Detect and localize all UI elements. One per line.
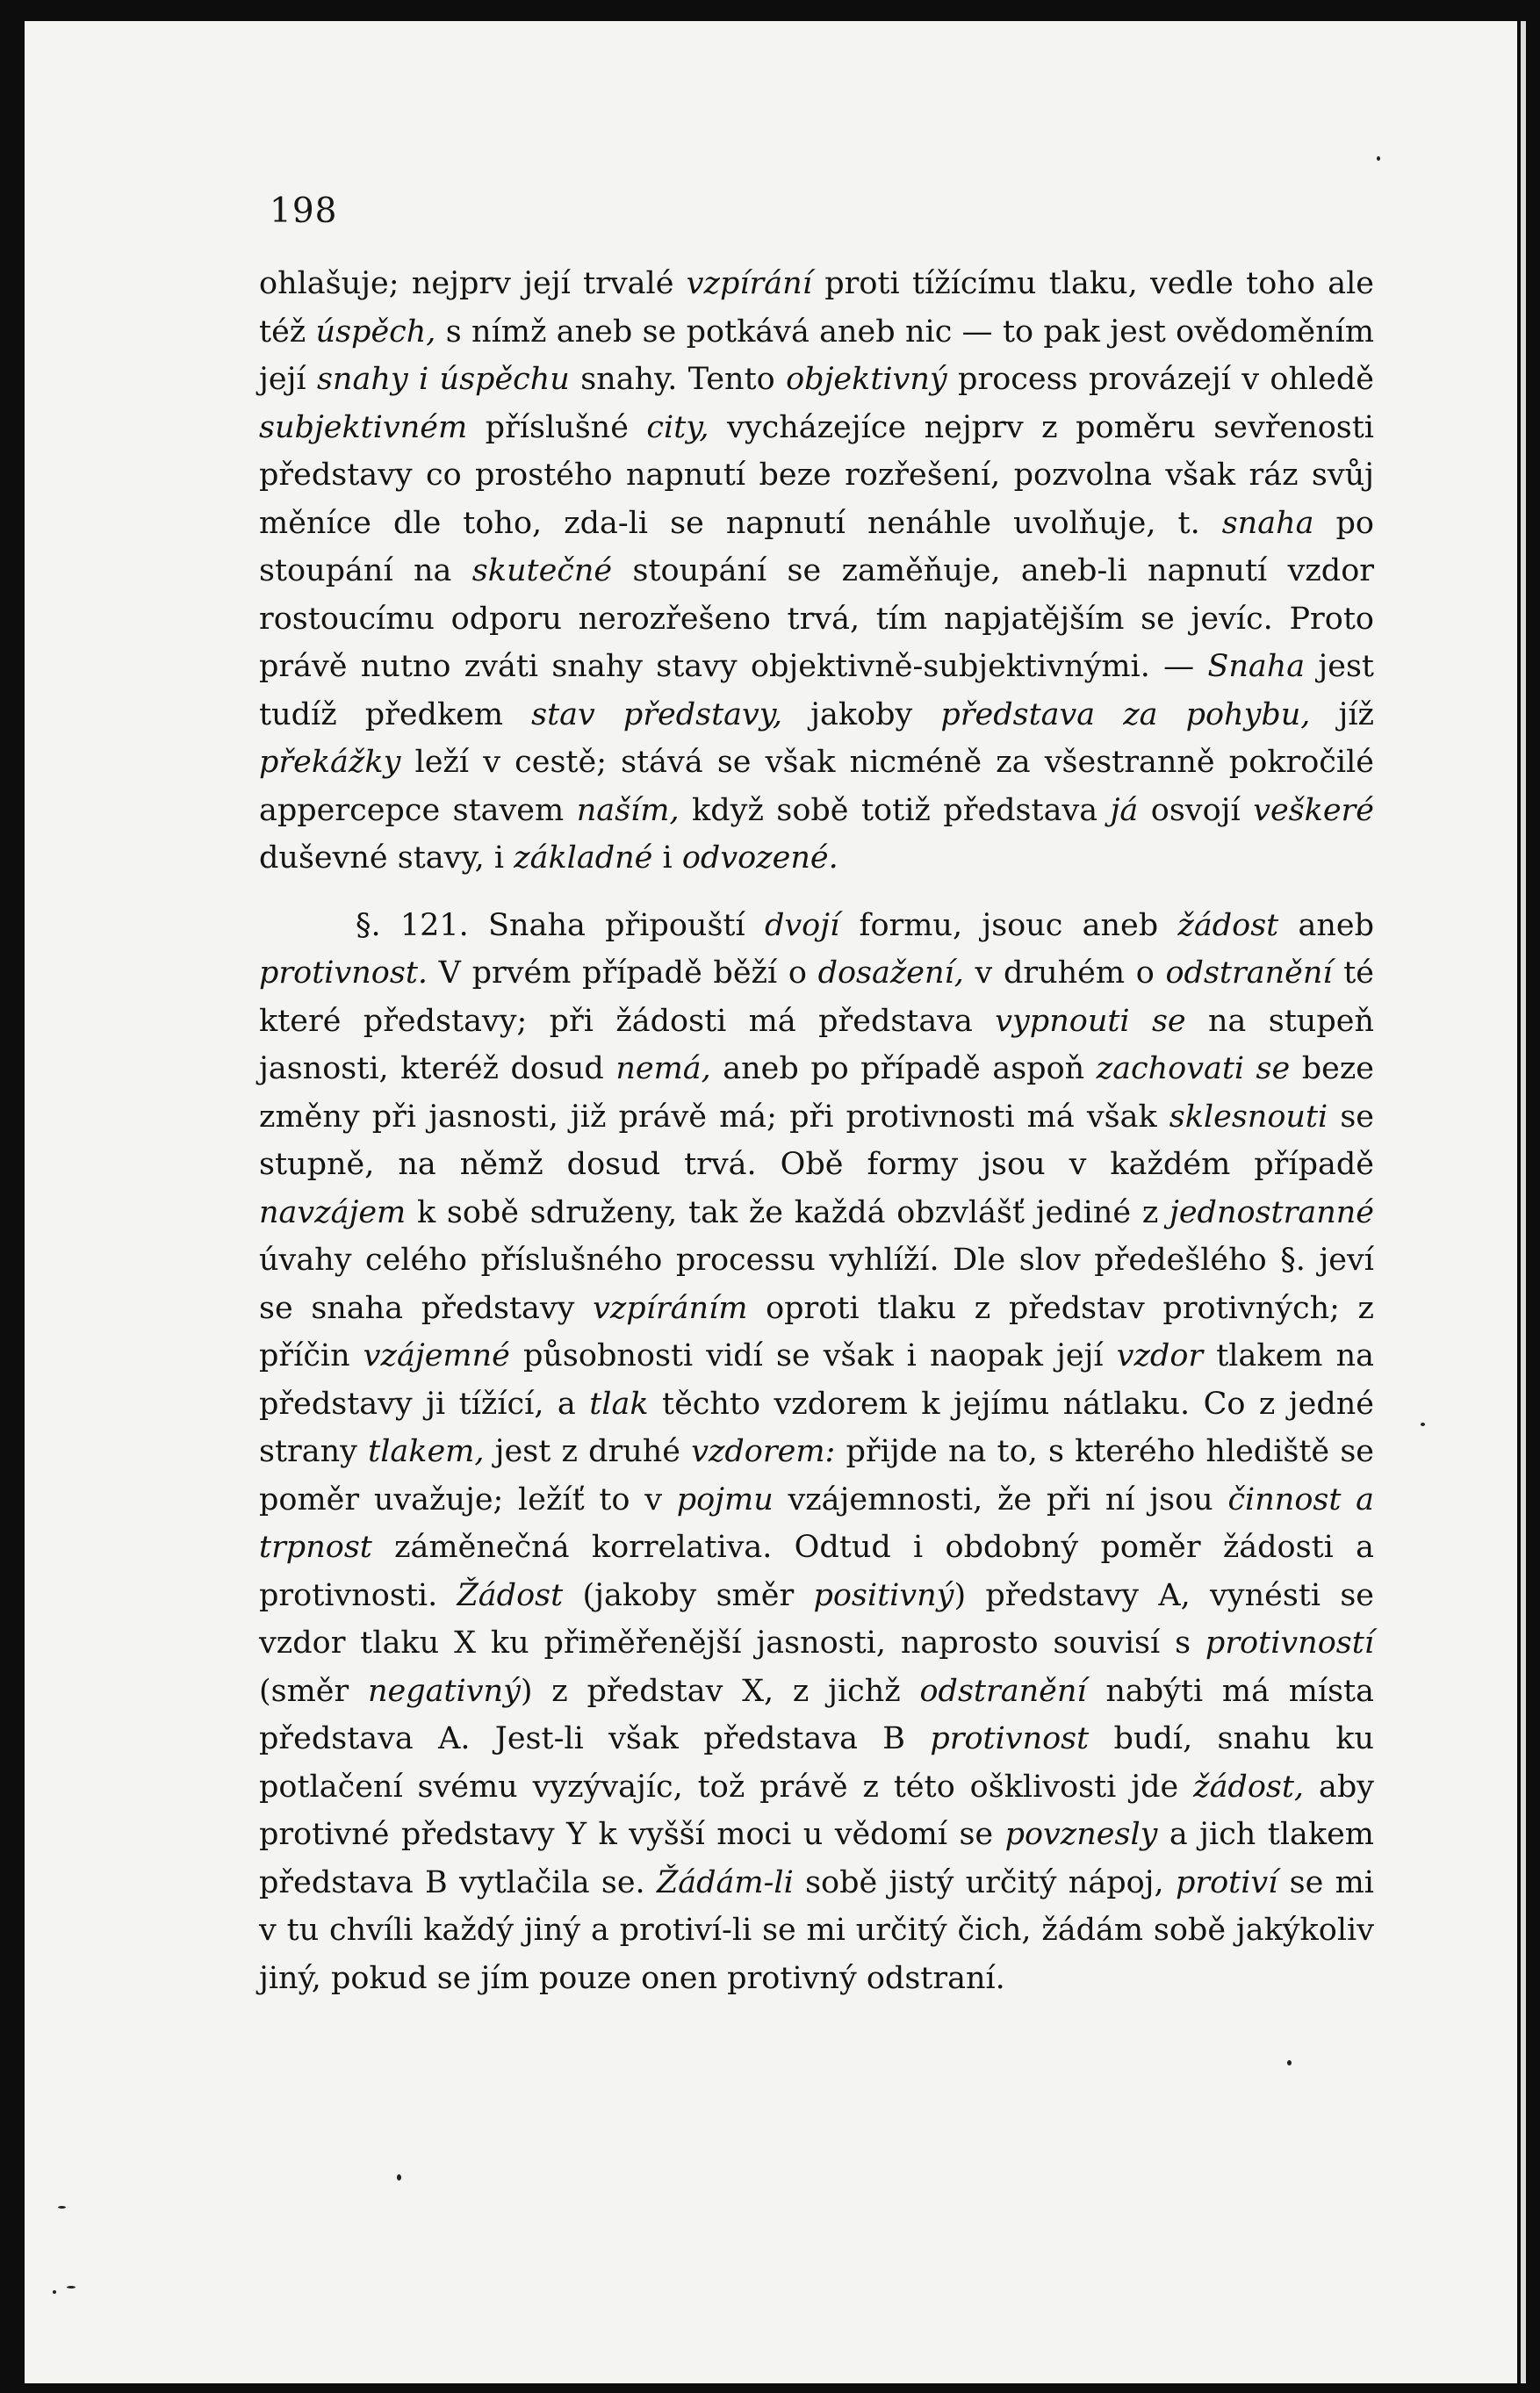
text-run: budí, snahu ku potlačení svému vyzývajíc, tož právě z této ošklivosti jde: [259, 1721, 1375, 1805]
italic-run: vzpíráním: [593, 1290, 748, 1326]
text-run: aneb: [1278, 907, 1375, 943]
text-run: a jich tlakem představa B vytlačila se.: [259, 1817, 1374, 1900]
text-run: jest tudíž předkem: [259, 649, 1374, 732]
italic-run: žádost,: [1193, 1769, 1305, 1805]
body-text: [259, 260, 1374, 2002]
text-run: proti tížícímu tlaku, vedle toho ale též: [259, 266, 1374, 350]
italic-run: vzdor: [1116, 1338, 1204, 1373]
italic-run: činnost a trpnost: [259, 1481, 1374, 1565]
italic-run: Žádost: [457, 1577, 564, 1613]
text-run: aneb po případě aspoň: [710, 1051, 1097, 1086]
italic-run: objektivný: [786, 362, 947, 397]
italic-run: sklesnouti: [1169, 1099, 1328, 1135]
paragraph: [259, 260, 1374, 883]
italic-run: protiví: [1175, 1864, 1278, 1900]
text-run: k sobě sdruženy, tak že každá obzvlášť jediné z: [406, 1194, 1169, 1230]
text-run: aby protivné představy Y k vyšší moci u vědomí se: [259, 1769, 1374, 1852]
text-run: přijde na to, s kterého hlediště se poměr uvažuje; ležíť to v: [259, 1434, 1374, 1517]
italic-run: stav představy,: [531, 696, 783, 732]
text-run: ) představy A, vynésti se vzdor tlaku X ku přiměřenější jasnosti, naprosto souvisí s: [259, 1577, 1374, 1661]
italic-run: dvojí: [764, 907, 840, 943]
italic-run: nemá,: [615, 1051, 711, 1086]
scan-speck: [1377, 156, 1380, 161]
italic-run: základné: [514, 840, 653, 876]
italic-run: snahy i úspěchu: [316, 362, 570, 397]
text-run: ohlašuje; nejprv její trvalé: [259, 266, 687, 301]
text-run: té které představy; při žádosti má představa: [259, 955, 1374, 1039]
page-edge: [1521, 21, 1526, 2383]
scan-speck: [1421, 1423, 1425, 1426]
text-run: (směr: [259, 1673, 368, 1709]
italic-run: city,: [646, 409, 709, 445]
text-run: i: [652, 840, 682, 876]
italic-run: vzpírání: [686, 266, 812, 301]
italic-run: vypnouti se: [995, 1003, 1186, 1039]
text-run: beze změny při jasnosti, již právě má; při protivnosti má však: [259, 1051, 1374, 1135]
italic-run: pojmu: [676, 1481, 774, 1517]
italic-run: subjektivném: [259, 409, 468, 445]
italic-run: positivný: [813, 1577, 954, 1613]
italic-run: jednostranné: [1169, 1194, 1374, 1230]
text-run: §. 121. Snaha připouští: [356, 907, 765, 943]
text-run: příslušné: [467, 409, 647, 445]
text-run: vzájemnosti, že při ní jsou: [773, 1481, 1228, 1517]
scan-speck: [53, 2290, 56, 2294]
text-run: leží v cestě; stává se však nicméně za všestranně pokročilé appercepce stavem: [259, 745, 1374, 828]
text-run: snahy. Tento: [569, 362, 787, 397]
text-run: se mi v tu chvíli každý jiný a protiví-li se mi určitý čich, žádám sobě jakýkoliv jiný, pokud se jím pouze onen protivný odstraní.: [259, 1864, 1374, 1996]
text-run: tlakem na představy ji tížící, a: [259, 1338, 1374, 1422]
text-run: na stupeň jasnosti, kteréž dosud: [259, 1003, 1375, 1086]
text-run: v druhém o: [963, 955, 1166, 991]
text-run: osvojí: [1138, 792, 1254, 828]
scan-speck: [1287, 2060, 1292, 2065]
text-run: duševné stavy, i: [259, 840, 515, 876]
text-run: těchto vzdorem k jejímu nátlaku. Co z jedné strany: [259, 1386, 1375, 1469]
italic-run: protivnost.: [259, 955, 428, 991]
italic-run: odvozené.: [681, 840, 838, 876]
italic-run: negativný: [368, 1673, 521, 1709]
italic-run: představa za pohybu,: [940, 696, 1311, 732]
scan-speck: [67, 2286, 76, 2288]
text-run: působnosti vidí se však i naopak její: [509, 1338, 1117, 1373]
text-run: (jakoby směr: [563, 1577, 814, 1613]
italic-run: vzdorem:: [691, 1434, 836, 1469]
italic-run: já: [1110, 792, 1139, 828]
paragraph: [259, 902, 1374, 2003]
text-run: process provázejí v ohledě: [946, 362, 1375, 397]
italic-run: navzájem: [259, 1194, 407, 1230]
text-run: záměnečná korrelativa. Odtud i obdobný poměr žádosti a protivnosti.: [259, 1530, 1374, 1613]
text-run: formu, jsouc aneb: [839, 907, 1178, 943]
text-run: stoupání se zaměňuje, aneb-li napnutí vzdor rostoucímu odporu nerozřešeno trvá, tím napjatějším se jevíc. Proto právě nutno zváti snahy stavy objektivně-subjektivnými. —: [259, 553, 1374, 684]
italic-run: snaha: [1221, 505, 1314, 541]
text-run: ) z představ X, z jichž: [520, 1673, 920, 1709]
page-number: 198: [270, 191, 338, 231]
text-run: jest z druhé: [484, 1434, 692, 1469]
text-run: nabýti má místa představa A. Jest-li však představa B: [259, 1673, 1374, 1756]
text-run: jíž: [1310, 696, 1374, 732]
italic-run: tlak: [589, 1386, 649, 1422]
text-run: s nímž aneb se potkává aneb nic — to pak jest ovědoměním její: [259, 314, 1375, 397]
italic-run: žádost: [1177, 907, 1279, 943]
text-run: když sobě totiž představa: [679, 792, 1111, 828]
italic-run: vzájemné: [363, 1338, 510, 1373]
italic-run: zachovati se: [1096, 1051, 1291, 1086]
text-run: úvahy celého příslušného processu vyhlíží. Dle slov předešlého §. jeví se snaha představy: [259, 1243, 1374, 1326]
text-run: oproti tlaku z představ protivných; z příčin: [259, 1290, 1374, 1373]
italic-run: povznesly: [1004, 1817, 1158, 1852]
italic-run: tlakem,: [368, 1434, 485, 1469]
italic-run: skutečné: [471, 553, 613, 588]
italic-run: úspěch,: [315, 314, 436, 350]
italic-run: odstranění: [1165, 955, 1333, 991]
italic-run: překážky: [259, 745, 401, 780]
text-run: jakoby: [782, 696, 941, 732]
scan-speck: [397, 2174, 401, 2180]
italic-run: Snaha: [1207, 649, 1306, 684]
scan-speck: [58, 2206, 66, 2209]
italic-run: protivnost: [930, 1721, 1090, 1756]
italic-run: odstranění: [919, 1673, 1087, 1709]
text-run: vycházejíce nejprv z poměru sevřenosti představy co prostého napnutí beze rozřešení, pozvolna však ráz svůj měníce dle toho, zda-li se napnutí nenáhle uvolňuje, t.: [259, 409, 1374, 541]
text-run: sobě jistý určitý nápoj,: [793, 1864, 1176, 1900]
text-run: po stoupání na: [259, 505, 1374, 588]
italic-run: Žádám-li: [656, 1864, 794, 1900]
text-run: V prvém případě běží o: [428, 955, 818, 991]
text-run: se stupně, na němž dosud trvá. Obě formy jsou v každém případě: [259, 1099, 1374, 1182]
italic-run: naším,: [576, 792, 680, 828]
italic-run: veškeré: [1253, 792, 1374, 828]
italic-run: dosažení,: [817, 955, 964, 991]
italic-run: protivností: [1205, 1625, 1374, 1661]
